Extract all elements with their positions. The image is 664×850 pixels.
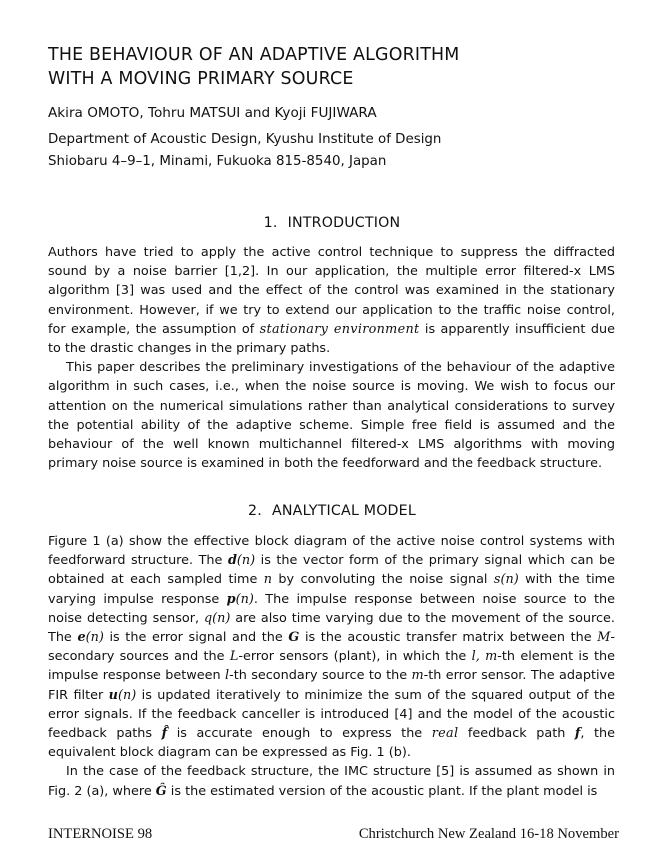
section-title: ANALYTICAL MODEL (271, 503, 416, 519)
math-symbol: e (77, 630, 86, 646)
math-symbol: n (263, 572, 273, 588)
introduction-body (48, 243, 615, 473)
paragraph (48, 243, 615, 358)
math-symbol: l (225, 668, 230, 684)
section-heading-introduction (48, 214, 616, 232)
paragraph (48, 532, 615, 762)
text-run: -th element is the impulse response between (48, 649, 615, 684)
text-run: is the acoustic transfer matrix between the (299, 630, 598, 646)
analytical-model-body (48, 532, 615, 801)
title-line-1: THE BEHAVIOUR OF AN ADAPTIVE ALGORITHM (48, 45, 460, 65)
math-symbol: G (288, 630, 300, 646)
math-symbol: f (574, 726, 581, 742)
math-symbol: (n) (235, 591, 254, 607)
math-symbol: Ĝ (155, 783, 167, 799)
text-run: by convoluting the noise signal (272, 572, 494, 588)
math-symbol: s(n) (493, 572, 519, 588)
math-symbol: (n) (85, 630, 104, 646)
text-run: Figure 1 (a) show the effective block diagram of the active noise control systems with feedforward structure. The (48, 534, 615, 569)
text-run: with the time varying impulse response (48, 572, 615, 607)
footer-location-date: Christchurch New Zealand 16-18 November (358, 826, 619, 842)
math-symbol: (n) (236, 553, 256, 569)
text-run: are also time varying due to the movement of the source. The (48, 610, 615, 646)
text-run: is the error signal and the (103, 630, 289, 646)
footer-conference: INTERNOISE 98 (48, 826, 153, 842)
emphasis-stationary-environment: stationary environment (259, 321, 420, 337)
math-symbol: d (227, 553, 237, 569)
authors: Akira OMOTO, Tohru MATSUI and Kyoji FUJIWARA (48, 105, 377, 121)
text-run: -secondary sources and the (48, 630, 615, 665)
emphasis-real: real (431, 726, 459, 742)
text-run: -error sensors (plant), in which the (238, 649, 472, 665)
text-run: is the estimated version of the acoustic plant. If the plant model is (166, 783, 598, 799)
math-symbol: f̂ (161, 726, 168, 742)
text-run: -th secondary source to the (229, 668, 412, 684)
title-line-2: WITH A MOVING PRIMARY SOURCE (48, 69, 354, 89)
math-symbol: (n) (117, 687, 137, 703)
math-symbol: u (108, 687, 118, 703)
math-symbol: p (226, 591, 236, 607)
math-symbol: L (229, 649, 239, 665)
section-title: INTRODUCTION (287, 215, 401, 231)
text-run: is accurate enough to express the (167, 726, 432, 742)
paper-title (48, 43, 628, 91)
text-run: , the equivalent block diagram can be expressed as Fig. 1 (b). (48, 726, 616, 761)
text-run: Authors have tried to apply the active control technique to suppress the diffracted sound by a noise barrier [1,2]. In our application, the multiple error filtered-x LMS algorithm [3] was used and the effect of the control was examined in the stationary environment. However, if we try to extend our application to the traffic noise control, for example, the assumption of (48, 245, 615, 337)
affiliation-line-2: Shiobaru 4–9–1, Minami, Fukuoka 815-8540, Japan (48, 154, 387, 169)
affiliation-line-1: Department of Acoustic Design, Kyushu Institute of Design (48, 132, 442, 147)
text-run: feedback path (458, 726, 575, 742)
text-run: is apparently insufficient due to the drastic changes in the primary paths. (48, 321, 615, 357)
text-run: is the vector form of the primary signal which can be obtained at each sampled time (48, 553, 615, 588)
section-heading-analytical-model (48, 502, 616, 520)
text-run: is updated iteratively to minimize the sum of the squared output of the error signals. If the feedback canceller is introduced [4] and the model of the acoustic feedback paths (48, 687, 615, 742)
math-symbol: M (597, 630, 611, 646)
paragraph (48, 762, 615, 800)
text-run: In the case of the feedback structure, the IMC structure [5] is assumed as shown in Fig. 2 (a), where (48, 764, 615, 799)
paragraph: This paper describes the preliminary investigations of the behaviour of the adaptive algorithm in such cases, i.e., when the noise source is moving. We wish to focus our attention on the numerical simulations rather than analytical considerations to survey the potential ability of the adaptive scheme. Simple free field is assumed and the behaviour of the well known multichannel filtered-x LMS algorithms with moving primary noise source is examined in both the feedforward and the feedback structure. (48, 360, 615, 472)
section-number: 2. (248, 503, 262, 519)
text-run: . The impulse response between noise source to the noise detecting sensor, (48, 591, 615, 626)
math-symbol: m (411, 668, 424, 684)
text-run: -th error sensor. The adaptive FIR filter (48, 668, 615, 703)
math-symbol: l, m (471, 649, 498, 665)
math-symbol: q(n) (203, 610, 231, 626)
section-number: 1. (263, 215, 278, 231)
